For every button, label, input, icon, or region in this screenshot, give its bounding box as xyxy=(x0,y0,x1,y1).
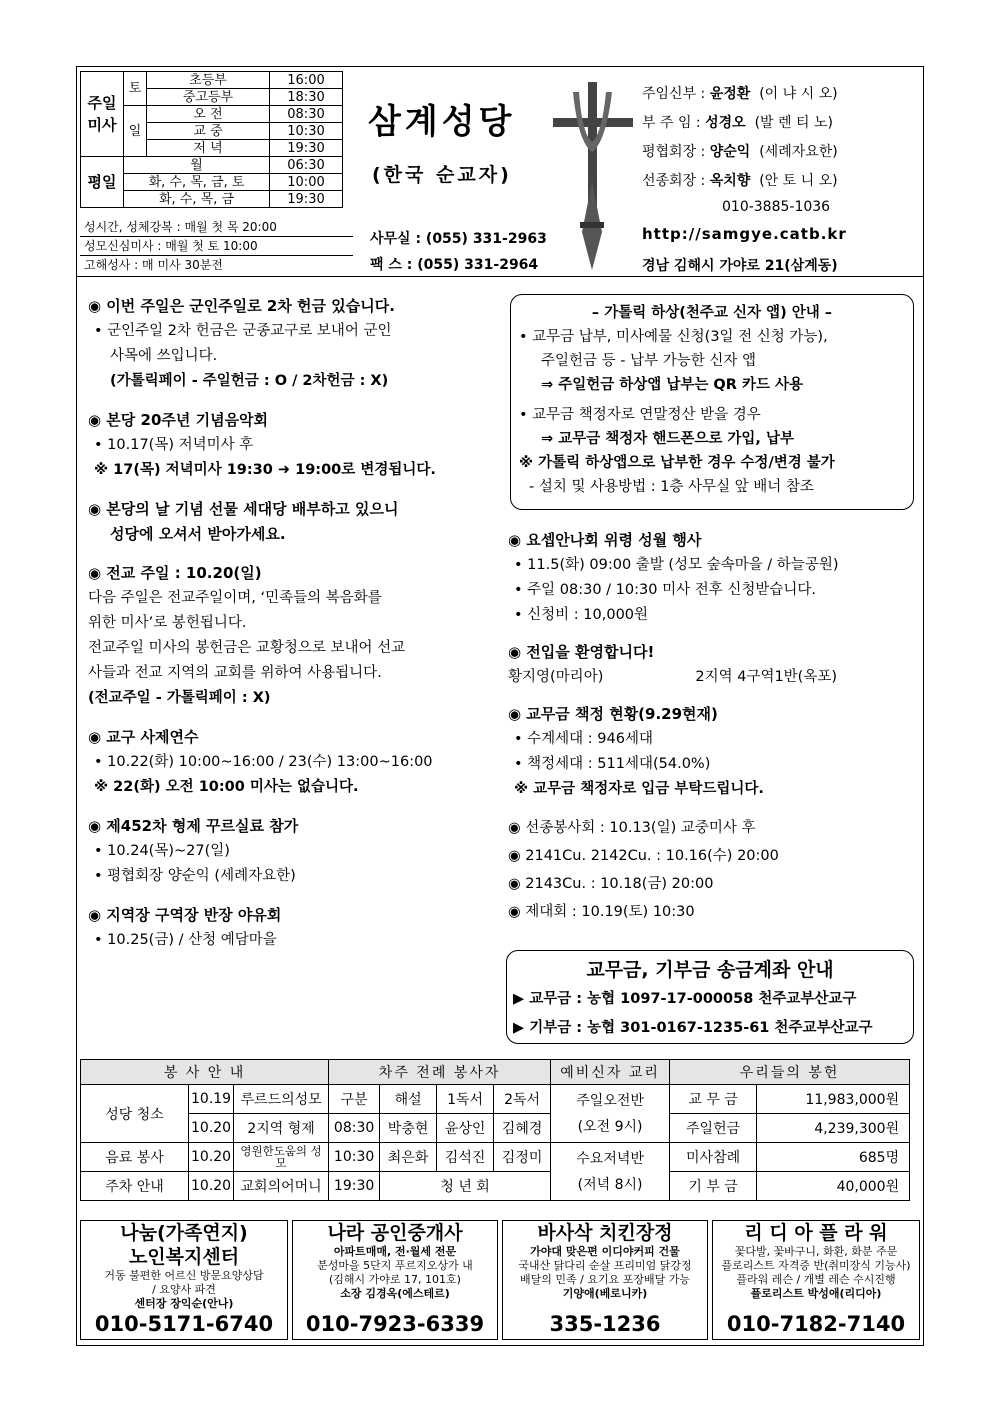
notice-heading: ◉ 본당 20주년 기념음악회 xyxy=(88,411,269,429)
app-line: 주일헌금 등 - 납부 가능한 신자 앱 xyxy=(541,353,756,369)
mass-time: 08:30 xyxy=(270,106,343,123)
ad-phone: 010-7182-7140 xyxy=(726,1312,906,1336)
notice-line: ※ 22(화) 오전 10:00 미사는 없습니다. xyxy=(94,779,359,795)
ad-line: 꽃다발, 꽃바구니, 화환, 화분 주문 xyxy=(734,1245,898,1258)
drink-service-label: 음료 봉사 xyxy=(81,1143,189,1172)
ad-line: (김해시 가야로 17, 101호) xyxy=(329,1273,461,1286)
notice-line: 위한 미사’로 봉헌됩니다. xyxy=(88,615,247,631)
liturgy-cell: 청 년 회 xyxy=(380,1172,551,1201)
catechism-wednesday: 수요저녁반 (저녁 8시) xyxy=(551,1143,670,1201)
left-column xyxy=(88,294,498,965)
ad-strip xyxy=(80,1220,920,1342)
right-column xyxy=(508,528,916,926)
bank-line: ▶ 교무금 : 농협 1097-17-000058 천주교부산교구 xyxy=(513,991,857,1007)
note: 성모신심미사 : 매월 첫 토 10:00 xyxy=(80,237,353,256)
app-line: • 교무금 납부, 미사예물 신청(3일 전 신청 가능), xyxy=(519,329,828,345)
mass-name: 교 중 xyxy=(147,123,270,140)
service-group: 교회의어머니 xyxy=(234,1172,329,1201)
liturgy-cell: 김정미 xyxy=(494,1143,551,1172)
notice-line: • 군인주일 2차 헌금은 군종교구로 보내어 군인 xyxy=(94,323,392,339)
bank-line: ▶ 기부금 : 농협 301-0167-1235-61 천주교부산교구 xyxy=(513,1020,873,1036)
app-line: ⇒ 주일헌금 하상앱 납부는 QR 카드 사용 xyxy=(541,377,804,393)
notice-cursillo xyxy=(88,814,498,889)
app-line: • 교무금 책정자로 연말정산 받을 경우 xyxy=(519,407,761,423)
notice-line: • 10.24(목)~27(일) xyxy=(94,843,230,859)
notice-picnic xyxy=(88,903,498,953)
notice-heading: 성당에 오셔서 받아가세요. xyxy=(110,525,286,543)
staff-row: 선종회장 : 옥치향 (안 토 니 오) xyxy=(642,173,838,189)
service-date: 10.20 xyxy=(189,1172,234,1201)
mass-name: 월 xyxy=(124,157,270,174)
liturgy-cell: 19:30 xyxy=(329,1172,380,1201)
staff-phone: 010-3885-1036 xyxy=(722,199,831,215)
cross-logo-icon xyxy=(548,82,638,272)
offering-value: 4,239,300원 xyxy=(757,1114,910,1143)
service-table xyxy=(80,1059,910,1201)
ad-line: 배달의 민족 / 요기요 포장배달 가능 xyxy=(520,1273,690,1286)
notice-line: 사들과 전교 지역의 교회를 위하여 사용됩니다. xyxy=(88,665,382,681)
saturday-label: 토 xyxy=(124,72,147,106)
mass-time: 18:30 xyxy=(270,89,343,106)
notice-line: • 10.25(금) / 산청 예담마을 xyxy=(94,932,277,948)
notice-heading: ◉ 제452차 형제 꾸르실료 참가 xyxy=(88,817,299,835)
note: 고해성사 : 매 미사 30분전 xyxy=(84,258,223,272)
hasang-app-box xyxy=(510,294,914,510)
ad-phone: 010-5171-6740 xyxy=(94,1312,274,1336)
offering-value: 685명 xyxy=(757,1143,910,1172)
church-title: 삼계성당 xyxy=(368,102,516,142)
mass-name: 중고등부 xyxy=(147,89,270,106)
mass-name: 저 녁 xyxy=(147,140,270,157)
notice-josephanna xyxy=(508,528,916,628)
catechism-header: 예비신자 교리 xyxy=(551,1060,670,1085)
staff-row: 평협회장 : 양순익 (세례자요한) xyxy=(642,144,838,160)
liturgy-cell: 박충현 xyxy=(380,1114,437,1143)
mass-time: 06:30 xyxy=(270,157,343,174)
catechism-sunday: 주일오전반 (오전 9시) xyxy=(551,1085,670,1143)
notice-military xyxy=(88,294,498,394)
liturgy-cell: 윤상인 xyxy=(437,1114,494,1143)
meeting-item: ◉ 2141Cu. 2142Cu. : 10.16(수) 20:00 xyxy=(508,848,779,864)
ad-name: 리 디 아 플 라 워 xyxy=(744,1222,888,1244)
mass-time: 16:00 xyxy=(270,72,343,89)
staff-row: 부 주 임 : 성경오 (발 렌 티 노) xyxy=(642,115,833,131)
website-link[interactable]: http://samgye.catb.kr xyxy=(642,225,847,243)
notice-line: ※ 17(목) 저녁미사 19:30 ➜ 19:00로 변경됩니다. xyxy=(94,462,436,478)
notice-line: (전교주일 - 가톨릭페이 : X) xyxy=(88,690,271,706)
offering-label: 미사참례 xyxy=(670,1143,757,1172)
notice-line: • 수계세대 : 946세대 xyxy=(514,731,653,747)
mass-name: 화, 수, 목, 금 xyxy=(124,191,270,208)
church-subtitle: (한국 순교자) xyxy=(372,164,512,186)
staff-row: 주임신부 : 윤정환 (이 냐 시 오) xyxy=(642,86,838,102)
app-line: - 설치 및 사용방법 : 1층 사무실 앞 배너 참조 xyxy=(529,479,814,495)
ad-line: 가야대 맞은편 이디야커피 건물 xyxy=(530,1245,680,1258)
ad-line: 아파트매매, 전·월세 전문 xyxy=(333,1245,457,1258)
meeting-item: ◉ 2143Cu. : 10.18(금) 20:00 xyxy=(508,876,714,892)
notice-line: • 11.5(화) 09:00 출발 (성모 숲속마을 / 하늘공원) xyxy=(514,557,839,573)
notice-heading: ◉ 이번 주일은 군인주일로 2차 헌금 있습니다. xyxy=(88,297,395,315)
liturgy-cell: 김혜경 xyxy=(494,1114,551,1143)
mass-time: 19:30 xyxy=(270,191,343,208)
staff-list xyxy=(642,80,838,218)
offering-value: 11,983,000원 xyxy=(757,1085,910,1114)
ad-line: 플로리스트 박성애(리디아) xyxy=(750,1287,882,1300)
office-phone: 사무실 : (055) 331-2963 xyxy=(370,231,547,247)
ad-lydia-flower xyxy=(712,1220,920,1340)
offering-label: 교 무 금 xyxy=(670,1085,757,1114)
notice-heading: ◉ 본당의 날 기념 선물 세대당 배부하고 있으니 xyxy=(88,500,399,518)
notice-mission-sunday xyxy=(88,561,498,711)
ad-line: 거동 불편한 어르신 방문요양상담 xyxy=(104,1269,264,1282)
parking-label: 주차 안내 xyxy=(81,1172,189,1201)
notice-dues xyxy=(508,702,916,802)
ad-phone: 335-1236 xyxy=(549,1312,661,1336)
service-header: 봉 사 안 내 xyxy=(81,1060,329,1085)
liturgy-header: 차주 전례 봉사자 xyxy=(329,1060,551,1085)
weekday-mass-label: 평일 xyxy=(81,157,124,208)
church-address: 경남 김해시 가야로 21(삼계동) xyxy=(642,258,838,274)
liturgy-cell: 1독서 xyxy=(437,1085,494,1114)
notice-line: ※ 교무금 책정자로 입금 부탁드립니다. xyxy=(514,781,764,797)
ad-line: 국내산 닭다리 순살 프리미엄 닭강정 xyxy=(518,1259,692,1272)
ad-name: 바사삭 치킨장정 xyxy=(537,1222,673,1244)
notice-heading: ◉ 교구 사제연수 xyxy=(88,728,199,746)
ad-line: / 요양사 파견 xyxy=(152,1283,216,1296)
liturgy-cell: 10:30 xyxy=(329,1143,380,1172)
notice-line: • 신청비 : 10,000원 xyxy=(514,607,649,623)
newcomer-row: 황지영(마리아) 2지역 4구역1반(옥포) xyxy=(508,669,838,685)
notice-line: 다음 주일은 전교주일이며, ‘민족들의 복음화를 xyxy=(88,590,382,606)
cleaning-label: 성당 청소 xyxy=(81,1085,189,1143)
service-date: 10.20 xyxy=(189,1143,234,1172)
bank-box-title: 교무금, 기부금 송금계좌 안내 xyxy=(586,959,834,981)
mass-notes xyxy=(80,218,353,274)
notice-line: • 평협회장 양순익 (세례자요한) xyxy=(94,868,296,884)
offering-value: 40,000원 xyxy=(757,1172,910,1201)
notice-gift xyxy=(88,497,498,547)
service-group: 루르드의성모 xyxy=(234,1085,329,1114)
ad-line: 센터장 장익순(안나) xyxy=(134,1297,234,1310)
fax-phone: 팩 스 : (055) 331-2964 xyxy=(370,257,539,273)
sunday-mass-label: 주일 미사 xyxy=(81,72,124,157)
ad-nara xyxy=(292,1220,498,1340)
ad-phone: 010-7923-6339 xyxy=(305,1312,485,1336)
service-date: 10.19 xyxy=(189,1085,234,1114)
notice-heading: ◉ 요셉안나회 위령 성월 행사 xyxy=(508,531,702,549)
meeting-list xyxy=(508,814,916,926)
liturgy-cell: 2독서 xyxy=(494,1085,551,1114)
mass-name: 오 전 xyxy=(147,106,270,123)
liturgy-cell: 최은화 xyxy=(380,1143,437,1172)
notice-line: • 주일 08:30 / 10:30 미사 전후 신청받습니다. xyxy=(514,582,816,598)
office-contact xyxy=(370,226,547,278)
mass-name: 화, 수, 목, 금, 토 xyxy=(124,174,270,191)
service-group: 영원한도움의 성모 xyxy=(234,1143,329,1172)
notice-concert xyxy=(88,408,498,483)
mass-time: 19:30 xyxy=(270,140,343,157)
notice-heading: ◉ 지역장 구역장 반장 야유회 xyxy=(88,906,282,924)
offering-header: 우리들의 봉헌 xyxy=(670,1060,910,1085)
meeting-item: ◉ 선종봉사회 : 10.13(일) 교중미사 후 xyxy=(508,820,756,836)
app-box-title: – 가톨릭 하상(천주교 신자 앱) 안내 – xyxy=(591,305,833,321)
service-group: 2지역 형제 xyxy=(234,1114,329,1143)
ad-line: 분성마을 5단지 푸르지오상가 내 xyxy=(317,1259,473,1272)
ad-nanum xyxy=(80,1220,288,1340)
notice-line: • 책정세대 : 511세대(54.0%) xyxy=(514,756,711,772)
ad-name: 나눔(가족연지) xyxy=(120,1222,248,1244)
app-line: ※ 가톨릭 하상앱으로 납부한 경우 수정/변경 불가 xyxy=(519,455,835,471)
mass-name: 초등부 xyxy=(147,72,270,89)
sunday-label: 일 xyxy=(124,106,147,157)
notice-heading: ◉ 교무금 책정 현황(9.29현재) xyxy=(508,705,718,723)
mass-schedule-table xyxy=(80,71,343,208)
ad-chicken xyxy=(502,1220,708,1340)
offering-label: 주일헌금 xyxy=(670,1114,757,1143)
offering-label: 기 부 금 xyxy=(670,1172,757,1201)
ad-line: 플라워 레슨 / 개별 레슨 수시진행 xyxy=(736,1273,896,1286)
mass-time: 10:00 xyxy=(270,174,343,191)
notice-priest-training xyxy=(88,725,498,800)
ad-line: 소장 김경옥(에스테르) xyxy=(340,1287,450,1300)
notice-line: • 10.22(화) 10:00~16:00 / 23(수) 13:00~16:00 xyxy=(94,754,433,770)
mass-time: 10:30 xyxy=(270,123,343,140)
meeting-item: ◉ 제대회 : 10.19(토) 10:30 xyxy=(508,904,695,920)
notice-heading: ◉ 전교 주일 : 10.20(일) xyxy=(88,564,262,582)
notice-heading: ◉ 전입을 환영합니다! xyxy=(508,643,655,661)
liturgy-cell: 해설 xyxy=(380,1085,437,1114)
ad-name: 나라 공인중개사 xyxy=(327,1222,463,1244)
liturgy-cell: 구분 xyxy=(329,1085,380,1114)
notice-welcome xyxy=(508,640,916,690)
liturgy-cell: 08:30 xyxy=(329,1114,380,1143)
ad-line: 기양애(베로니카) xyxy=(562,1287,648,1300)
app-line: ⇒ 교무금 책정자 핸드폰으로 가입, 납부 xyxy=(541,431,795,447)
notice-line: 전교주일 미사의 봉헌금은 교황청으로 보내어 선교 xyxy=(88,640,406,656)
notice-line: • 10.17(목) 저녁미사 후 xyxy=(94,437,254,453)
bank-account-box xyxy=(506,950,914,1044)
note: 성시간, 성체강복 : 매월 첫 목 20:00 xyxy=(80,218,353,237)
service-date: 10.20 xyxy=(189,1114,234,1143)
liturgy-cell: 김석진 xyxy=(437,1143,494,1172)
ad-name: 노인복지센터 xyxy=(128,1246,240,1268)
notice-line: 사목에 쓰입니다. xyxy=(110,348,218,364)
ad-line: 플로리스트 자격증 반(취미장식 기능사) xyxy=(721,1259,911,1272)
notice-line: (가톨릭페이 - 주일헌금 : O / 2차헌금 : X) xyxy=(110,373,389,389)
